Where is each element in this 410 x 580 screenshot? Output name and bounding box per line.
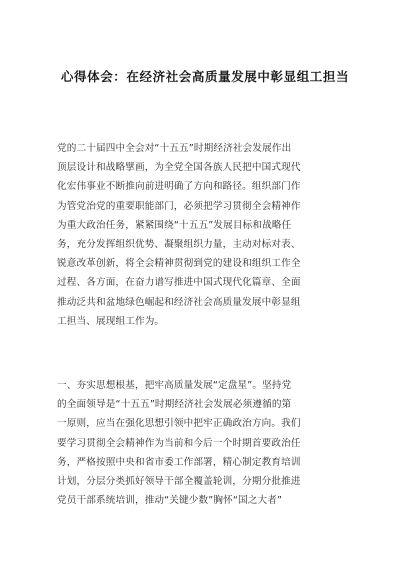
text-line: 一、夯实思想根基，把牢高质量发展“定盘星”。坚持党	[57, 380, 292, 391]
text-line: 的全面领导是“十五五”时期经济社会发展必须遵循的第	[57, 399, 292, 411]
text-line: 锐意改革创新，将全会精神贯彻到党的建设和组织工作全	[57, 258, 301, 270]
text-line: 党员干部系统培训，推动“关键少数”胸怀“国之大者”	[57, 495, 283, 507]
text-line: 为管党治党的重要职能部门，必须把学习贯彻全会精神作	[57, 200, 301, 212]
text-line: 要学习贯彻全会精神作为当前和今后一个时期首要政治任	[57, 437, 301, 449]
text-line: 务，充分发挥组织优势、凝聚组织力量，主动对标对表、	[57, 239, 301, 251]
text-line: 工担当、展现组工作为。	[57, 315, 165, 327]
paragraph-intro	[57, 139, 357, 331]
text-line: 化宏伟事业不断推向前进明确了方向和路径。组织部门作	[57, 181, 301, 193]
document-title: 心得体会：在经济社会高质量发展中彰显组工担当	[60, 69, 350, 84]
text-line: 推动泛共和盆地绿色崛起和经济社会高质量发展中彰显组	[57, 296, 301, 308]
text-line: 一原则，应当在强化思想引领中把牢正确政治方向。我们	[57, 418, 301, 430]
text-line: 务，严格按照中央和省市委工作部署，精心制定教育培训	[57, 456, 301, 468]
text-line: 顶层设计和战略擘画，为全党全国各族人民把中国式现代	[57, 162, 301, 174]
text-line: 党的二十届四中全会对“十五五”时期经济社会发展作出	[57, 143, 292, 154]
text-line: 为重大政治任务，紧紧围绕“十五五”发展目标和战略任	[57, 219, 292, 231]
text-line: 过程、各方面，在奋力谱写推进中国式现代化篇章、全面	[57, 277, 301, 289]
paragraph-section-one	[57, 376, 357, 510]
text-line: 计划，分层分类抓好领导干部全覆盖轮训，分期分批推进	[57, 476, 301, 488]
